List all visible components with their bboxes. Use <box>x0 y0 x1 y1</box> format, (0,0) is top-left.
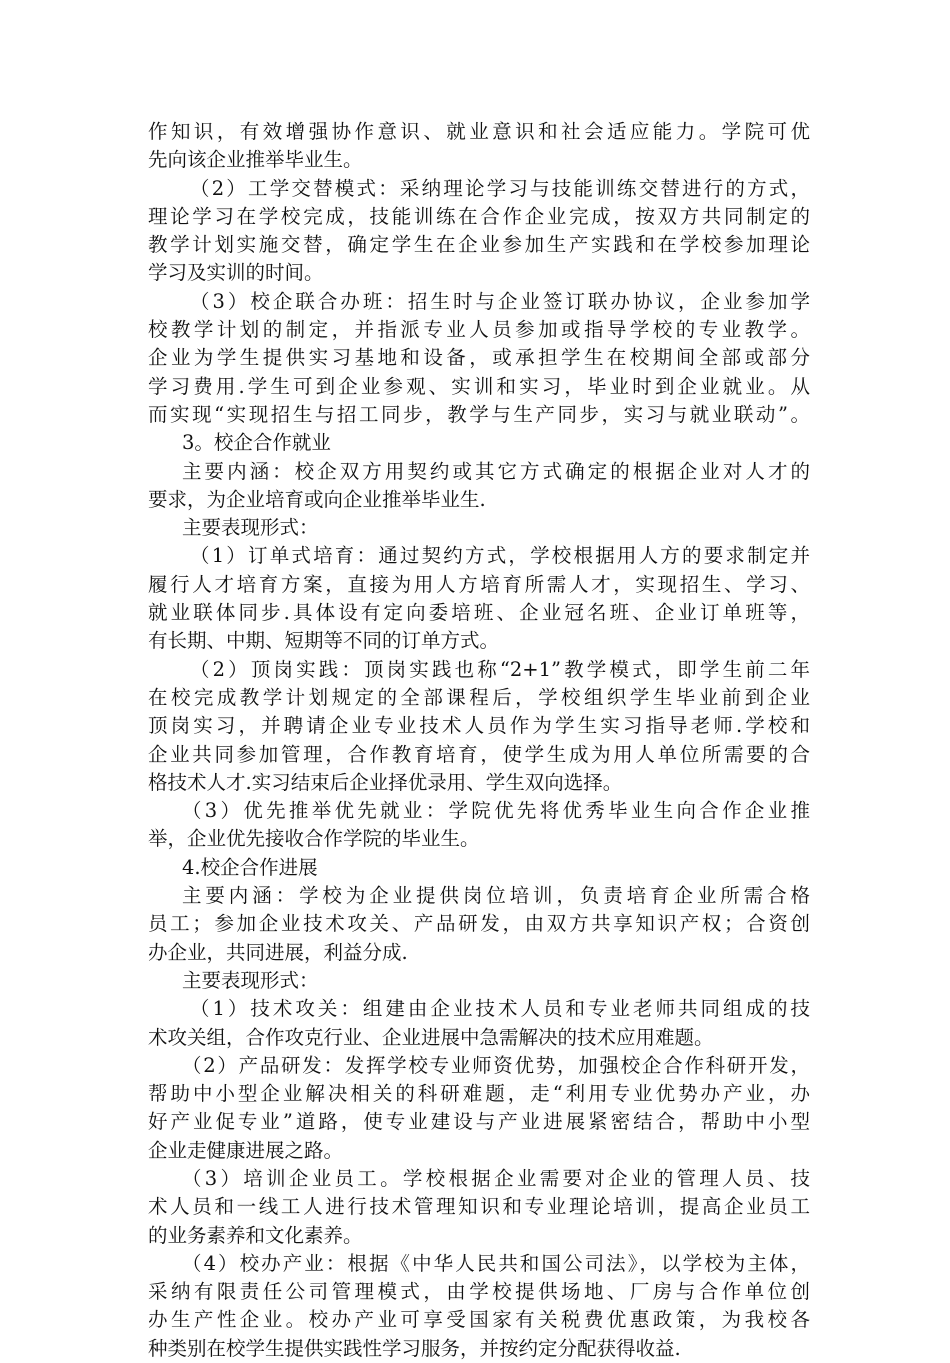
text-line: 4.校企合作进展 <box>182 855 318 879</box>
text-line: 格技术人才.实习结束后企业择优录用、学生双向选择。 <box>148 770 623 794</box>
text-line: （1）技术攻关：组建由企业技术人员和专业老师共同组成的技 <box>190 997 810 1021</box>
text-line: 顶岗实习，并聘请企业专业技术人员作为学生实习指导老师.学校和 <box>148 714 810 738</box>
text-line: 理论学习在学校完成，技能训练在合作企业完成，按双方共同制定的 <box>148 204 810 228</box>
text-line: 教学计划实施交替，确定学生在企业参加生产实践和在学校参加理论 <box>148 233 810 257</box>
text-line: 校教学计划的制定，并指派专业人员参加或指导学校的专业教学。 <box>148 318 810 342</box>
text-line: （3）优先推举优先就业：学院优先将优秀毕业生向合作企业推 <box>182 799 810 823</box>
text-line: 而实现“实现招生与招工同步，教学与生产同步，实习与就业联动”。 <box>148 402 810 426</box>
text-line: （4）校办产业：根据《中华人民共和国公司法》，以学校为主体， <box>182 1251 810 1275</box>
text-line: （3）校企联合办班：招生时与企业签订联办协议，企业参加学 <box>190 289 810 313</box>
text-line: 术人员和一线工人进行技术管理知识和专业理论培训，提高企业员工 <box>148 1195 810 1219</box>
text-line: 先向该企业推举毕业生。 <box>148 148 363 172</box>
text-line: （2）工学交替模式：采纳理论学习与技能训练交替进行的方式， <box>190 176 810 200</box>
text-line: 采纳有限责任公司管理模式，由学校提供场地、厂房与合作单位创 <box>148 1280 810 1304</box>
text-line: 种类别在校学生提供实践性学习服务，并按约定分配获得收益. <box>148 1336 681 1360</box>
text-line: 主要内涵：校企双方用契约或其它方式确定的根据企业对人才的 <box>182 459 810 483</box>
text-line: 有长期、中期、短期等不同的订单方式。 <box>148 629 500 653</box>
text-line: 主要表现形式： <box>182 968 319 992</box>
text-line: 企业为学生提供实习基地和设备，或承担学生在校期间全部或部分 <box>148 346 810 370</box>
text-line: 办生产性企业。校办产业可享受国家有关税费优惠政策，为我校各 <box>148 1308 810 1332</box>
text-line: （2）顶岗实践：顶岗实践也称“2+1”教学模式，即学生前二年 <box>190 657 810 681</box>
text-line: 帮助中小型企业解决相关的科研难题，走“利用专业优势办产业，办 <box>148 1082 810 1106</box>
text-line: 举，企业优先接收合作学院的毕业生。 <box>148 827 480 851</box>
text-line: 要求，为企业培育或向企业推举毕业生. <box>148 487 486 511</box>
text-line: 术攻关组，合作攻克行业、企业进展中急需解决的技术应用难题。 <box>148 1025 714 1049</box>
text-line: 的业务素养和文化素养。 <box>148 1223 363 1247</box>
text-line: 主要表现形式： <box>182 516 319 540</box>
text-line: 主要内涵：学校为企业提供岗位培训，负责培育企业所需合格 <box>182 884 810 908</box>
text-line: 好产业促专业”道路，使专业建设与产业进展紧密结合，帮助中小型 <box>148 1110 810 1134</box>
text-line: 学习及实训的时间。 <box>148 261 324 285</box>
text-line: 就业联体同步.具体设有定向委培班、企业冠名班、企业订单班等， <box>148 601 810 625</box>
text-line: 员工；参加企业技术攻关、产品研发，由双方共享知识产权；合资创 <box>148 912 810 936</box>
text-line: 学习费用.学生可到企业参观、实训和实习，毕业时到企业就业。从 <box>148 374 810 398</box>
text-line: （1）订单式培育：通过契约方式，学校根据用人方的要求制定并 <box>190 544 810 568</box>
text-line: 作知识，有效增强协作意识、就业意识和社会适应能力。学院可优 <box>148 120 810 143</box>
text-line: 企业共同参加管理，合作教育培育，使学生成为用人单位所需要的合 <box>148 742 810 766</box>
text-line: 3。校企合作就业 <box>182 431 331 455</box>
text-line: 办企业，共同进展，利益分成. <box>148 940 408 964</box>
body-text <box>148 118 810 1363</box>
text-line: （2）产品研发：发挥学校专业师资优势，加强校企合作科研开发， <box>182 1053 810 1077</box>
text-line: 企业走健康进展之路。 <box>148 1138 344 1162</box>
text-line: 在校完成教学计划规定的全部课程后，学校组织学生毕业前到企业 <box>148 685 810 709</box>
text-line: 履行人才培育方案，直接为用人方培育所需人才，实现招生、学习、 <box>148 572 810 596</box>
text-line: （3）培训企业员工。学校根据企业需要对企业的管理人员、技 <box>182 1166 810 1190</box>
